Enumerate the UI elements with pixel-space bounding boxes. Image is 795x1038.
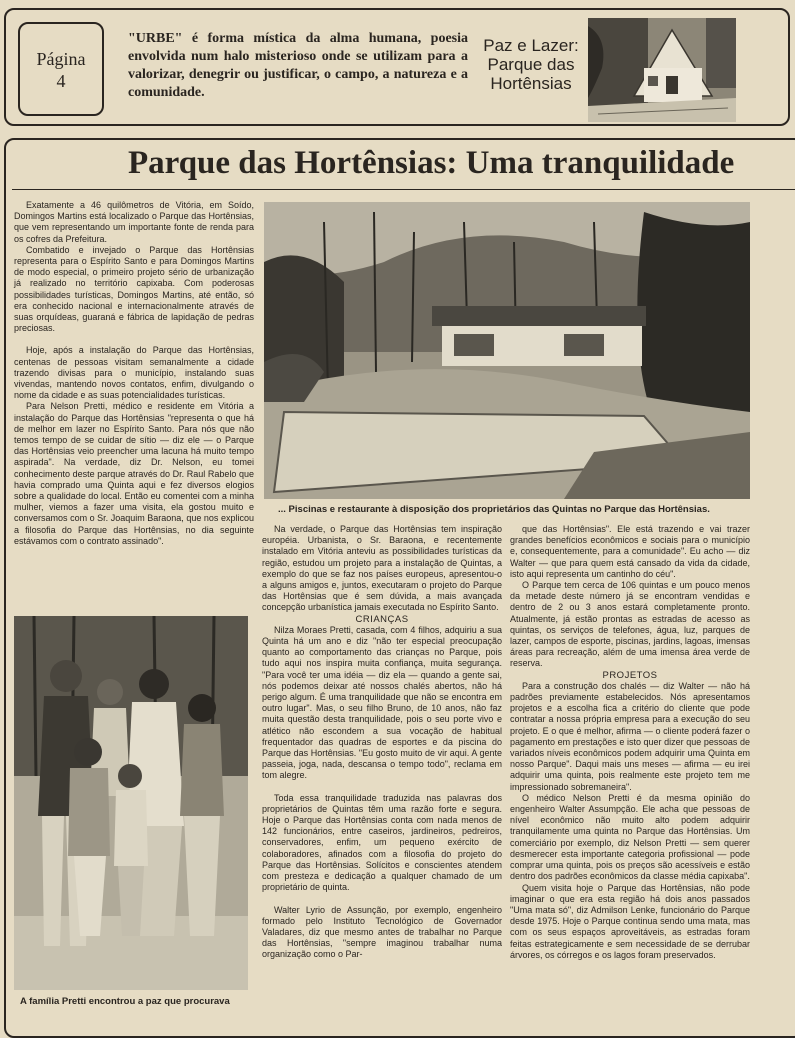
col3-heading: PROJETOS: [602, 669, 658, 681]
column-3: [510, 524, 750, 961]
col2-heading: CRIANÇAS: [355, 613, 409, 625]
col3-paragraph: Quem visita hoje o Parque das Hortênsias, não pode imaginar o que era esta região há dois anos passados "Uma mata só", diz Admilson Lenke, funcionário do Parque desde 1975. Hoje o Parque continua sendo uma mata, mas com os seus espaços aproveitáveis, as estradas foram feitas estrategicamente e sem necessidade de se derrubar árvores, os córregos e os lagos foram preservados.: [510, 882, 750, 960]
col2-paragraph: Na verdade, o Parque das Hortênsias tem inspiração européia. Urbanista, o Sr. Baraona, e recentemente instalado em Vitória anteviu as possibilidades turísticas da região, estudou um projeto para a instalação de Quintas, a exemplo do que se faz nos países europeus, apresentou-o a alguns amigos e, juntos, executaram o projeto do Parque das Hortênsias que é sem dúvida, a mais avançada concepção urbanística jamais executada no Espírito Santo.: [262, 524, 502, 613]
col2-paragraph: Nilza Moraes Pretti, casada, com 4 filhos, adquiriu a sua Quinta há um ano e diz "não ter especial preocupação quanto ao comportamento das crianças no Parque, pois tudo aqui nos inspira muita confiança, muita segurança. "Para você ter uma idéia — diz ela — quando a gente sai, nós podemos deixar até nossos chalés abertos, não há perigo algum. É uma tranquilidade que não se encontra em outro lugar". Mas, o seu filho Bruno, de 10 anos, não faz muita questão desta tranquilidade, pois o seu porte vivo e atlético não escondem a sua vocação de habitual frequentador das quadras de esportes e da piscina do Parque das Hortênsias. "Eu gosto muito de vir aqui. A gente passeia, joga, nada, descansa o tempo todo", reclama em tom alegre.: [262, 624, 502, 781]
section-title-line3: Hortênsias: [490, 74, 572, 93]
page-number: 4: [56, 71, 66, 91]
section-title-line2: Parque das: [487, 55, 575, 74]
header-chalet-photo: [588, 18, 736, 122]
col3-paragraph: que das Hortênsias". Ele está trazendo e vai trazer grandes benefícios econômicos e sociais para o município e, consequentemente, para a comunidade". Eu acho — diz Walter — que para quem está cansado da vida da cidade, isto aqui representa um cantinho do céu".: [510, 524, 750, 579]
col1-paragraph: Para Nelson Pretti, médico e residente em Vitória a instalação do Parque das Hortênsias "representa o que há de melhor em lazer no Espírito Santo. Para nós que não temos tempo de se cuidar de sítio — diz ele — o Parque das Hortênsias veio preencher uma lacuna há muito tempo aspirada". Na verdade, diz Dr. Nelson, eu tomei conhecimento deste parque através do Dr. Raul Rabelo que havia comprado uma Quinta aqui e fez diversos elogios sobre a qualidade do local. Então eu comentei com a minha mulher, viemos a fazer uma visita, ela gostou muito e conversamos com o Sr. Joaquim Baraona, que nos explicou a filosofia do Parque das Hortênsias, no dia seguinte estávamos com o contrato assinado".: [14, 401, 254, 546]
col3-paragraph: Para a construção dos chalés — diz Walter — não há padrões previamente estabelecidos. Nós apresentamos projetos e a escolha fica a critério do cliente que pode contratar a nossa própria empresa para a execução do seu projeto. E o que é melhor, afirma — o cliente poderá fazer o pagamento em prestações e isto quer dizer que pessoas de variados níveis econômicos podem adquirir uma Quinta em nosso Parque". Daqui mais uns meses — afirma — eu irei adquirir uma quinta, pois realmente este projeto tem me impressionado sobremaneira".: [510, 680, 750, 792]
col1-paragraph: Combatido e invejado o Parque das Hortênsias representa para o Espírito Santo e para Domingos Martins de modo especial, o primeiro projeto sério de urbanização já realizado no território capixaba. Com poderosas possibilidades turísticas, Domingos Martins, até então, só era conhecido nacional e internacionalmente através de suas orquídeas, guaraná e fábrica de lapidação de pedras preciosas.: [14, 244, 254, 334]
column-2: [262, 524, 502, 961]
col3-paragraph: O Parque tem cerca de 106 quintas e um pouco menos da metade deste número já se encontram vendidas e dentro de 2 ou 3 anos estará completamente pronto. Atualmente, já estão prontas as estradas de acesso as quintas, os serviços de telefones, água, luz, parques de lazer, campos de esporte, piscinas, jardins, lagoas, imensas áreas para recreação, além de uma imensa área verde de reserva.: [510, 580, 750, 669]
col1-paragraph: Exatamente a 46 quilômetros de Vitória, em Soído, Domingos Martins está localizado o Parque das Hortênsias, que vem representando um importante fonte de renda para os cofres da Prefeitura.: [14, 200, 254, 244]
pretti-family-photo: [14, 616, 248, 990]
column-1: [14, 200, 254, 547]
col3-paragraph: O médico Nelson Pretti é da mesma opinião do engenheiro Walter Assumpção. Ele acha que pessoas de nível econômico não muito alto podem adquirir tranquilamente uma quinta no Parque das Hortênsias. Um comerciário por exemplo, diz Nelson Pretti — sem querer desmerecer esta importante categoria profissional — pode comprar uma quinta, pois os preços são acessíveis e estão dentro dos padrões econômicos da classe média capixaba".: [510, 792, 750, 882]
section-title-line1: Paz e Lazer:: [483, 36, 579, 55]
header-quote: "URBE" é forma mística da alma humana, poesia envolvida num halo misterioso onde se utilizam para a valorizar, denegrir ou justificar, o campo, a natureza e a comunidade.: [128, 31, 468, 100]
page-number-box: [18, 22, 104, 116]
headline: Parque das Hortênsias: Uma tranquilidade: [128, 145, 735, 181]
headline-rule: [12, 189, 795, 190]
col2-paragraph: Toda essa tranquilidade traduzida nas palavras dos proprietários de Quintas têm uma razão forte e segura. Hoje o Parque das Hortênsias conta com nada menos de 142 funcionários, entre caseiros, jardineiros, pedreiros, conservadores, enfim, um pequeno exército de colaboradores, afinados com a filosofia do projeto do Parque das Hortênsias. Solícitos e conscientes atendem com presteza e dedicação a qualquer chamado de um proprietário de quinta.: [262, 792, 502, 893]
park-pool-photo: [264, 202, 750, 499]
page-label: Página: [36, 49, 86, 69]
section-title: [472, 36, 590, 93]
col1-paragraph: Hoje, após a instalação do Parque das Hortênsias, centenas de pessoas visitam semanalmente a cidade trazendo divisas para o município, instalando suas vivendas, mantendo novos contatos, enfim, divulgando o nome da cidade e as suas potencialidades turísticas.: [14, 345, 254, 401]
photo-caption-family: A família Pretti encontrou a paz que procurava: [20, 996, 230, 1007]
col2-paragraph: Walter Lyrio de Assunção, por exemplo, engenheiro formado pelo Instituto Tecnológico de Governador Valadares, diz que mesmo antes de trabalhar no Parque das Hortênsias, "sempre imaginou trabalhar numa organização como o Par-: [262, 904, 502, 960]
photo-caption-pool: ... Piscinas e restaurante à disposição dos proprietários das Quintas no Parque das Hortênsias.: [278, 504, 710, 515]
